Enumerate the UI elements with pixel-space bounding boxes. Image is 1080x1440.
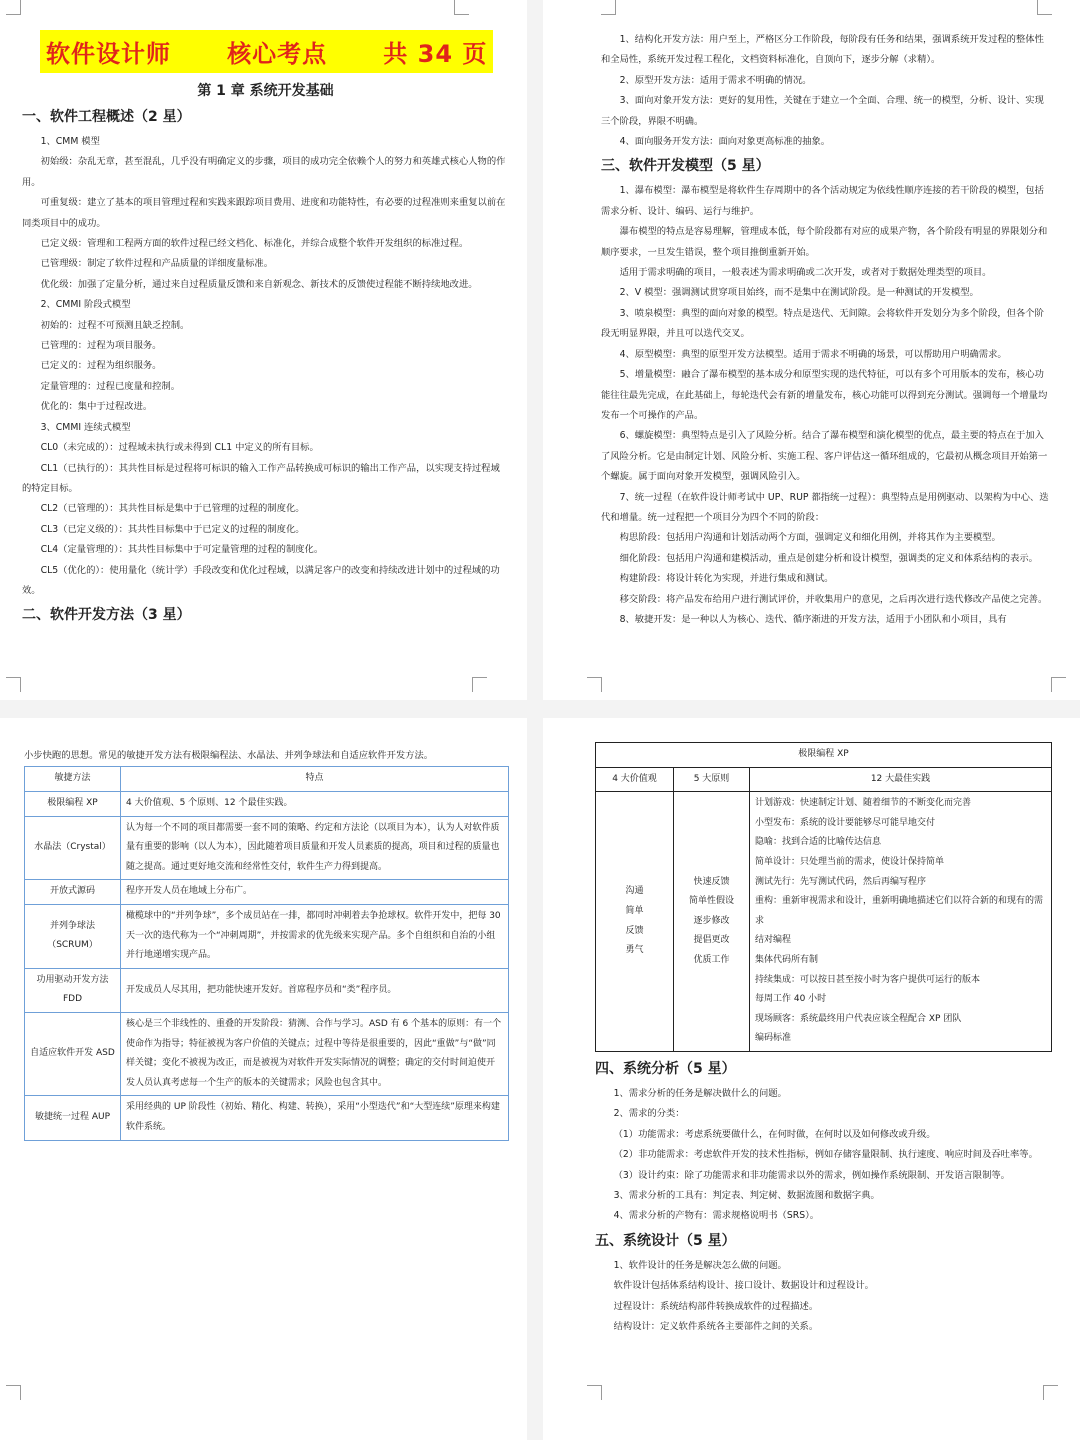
principles-cell <box>674 792 750 1052</box>
paragraph: 过程设计：系统结构部件转换成软件的过程描述。 <box>613 1300 819 1312</box>
practice-item: 小型发布：系统的设计要能够尽可能早地交付 <box>755 817 936 828</box>
crop-mark <box>6 0 21 15</box>
section-heading: 三、软件开发模型（5 星） <box>601 158 770 175</box>
paragraph: 2、CMMI 阶段式模型 <box>40 299 131 311</box>
table-row <box>25 816 509 880</box>
paragraph: 8、敏捷开发：是一种以人为核心、迭代、循序渐进的开发方法，适用于小团队和小项目，具有 <box>619 613 1007 625</box>
practice-item: 隐喻：找到合适的比喻传达信息 <box>755 837 882 848</box>
paragraph: 2、需求的分类： <box>613 1108 685 1120</box>
paragraph: 初始的：过程不可预测且缺乏控制。 <box>40 319 190 331</box>
paragraph: 2、原型开发方法：适用于需求不明确的情况。 <box>619 74 812 86</box>
practice-item: 测试先行：先写测试代码，然后再编写程序 <box>755 876 927 887</box>
crop-mark <box>1043 1385 1058 1400</box>
paragraph: 结构设计：定义软件系统各主要部件之间的关系。 <box>613 1320 819 1332</box>
desc-cell: 橄榄球中的“并列争球”，多个成员站在一排，都同时冲刺着去争抢球权。软件开发中，把每 30 天一次的迭代称为一个“冲刺周期”，并按需求的优先级来实现产品。多个自组织和自治的小组并行地递增实现产品。 <box>121 904 509 968</box>
section-heading: 一、软件工程概述（2 星） <box>22 109 191 125</box>
practice-item: 现场顾客：系统最终用户代表应该全程配合 XP 团队 <box>755 1013 962 1024</box>
doc-banner: 软件设计师 核心考点 共 34 页 <box>40 30 493 73</box>
method-cell: 功用驱动开发方法 FDD <box>25 968 121 1012</box>
table-row <box>25 968 509 1012</box>
paragraph: 构思阶段：包括用户沟通和计划活动两个方面，强调定义和细化用例，并将其作为主要模型。 <box>619 532 1001 544</box>
desc-cell: 核心是三个非线性的、重叠的开发阶段：猜测、合作与学习。ASD 有 6 个基本的原则：有一个使命作为指导；特征被视为客户价值的关键点；过程中等待是很重要的，因此“重做”与“做”同样关键；变化不被视为改正，而是被视为对软件开发实际情况的调整；确定的交付时间迫使开发人员认真考虑每一个生产的版本的关键需求；风险也包含其中。 <box>121 1012 509 1095</box>
table-header-cell: 12 大最佳实践 <box>750 767 1052 792</box>
method-cell: 敏捷统一过程 AUP <box>25 1096 121 1140</box>
paragraph: 适用于需求明确的项目，一般表述为需求明确或二次开发，或者对于数据处理类型的项目。 <box>619 267 992 279</box>
document-page-1 <box>0 0 527 700</box>
value-item: 沟通 <box>625 886 644 897</box>
practice-item: 结对编程 <box>755 935 792 946</box>
paragraph: 1、软件设计的任务是解决怎么做的问题。 <box>613 1259 787 1271</box>
paragraph: （1）功能需求：考虑系统要做什么，在何时做，在何时以及如何修改或升级。 <box>613 1128 936 1140</box>
paragraph: 4、原型模型：典型的原型开发方法模型。适用于需求不明确的场景，可以帮助用户明确需求。 <box>619 348 1007 360</box>
xp-table <box>595 742 1052 1052</box>
paragraph: 3、需求分析的工具有：判定表、判定树、数据流图和数据字典。 <box>613 1189 880 1201</box>
crop-mark <box>454 0 469 15</box>
paragraph: 移交阶段：将产品发布给用户进行测试评价，并收集用户的意见，之后再次进行迭代修改产品使之完善。 <box>619 593 1048 605</box>
paragraph: 1、结构化开发方法：用户至上，严格区分工作阶段，每阶段有任务和结果，强调系统开发过程的整体性和全局性，系统开发过程工程化，文档资料标准化，自顶向下，逐步分解（求精）。 <box>601 34 1044 66</box>
value-item: 简单 <box>625 905 644 916</box>
table-header-cell: 5 大原则 <box>674 767 750 792</box>
paragraph: 初始级：杂乱无章，甚至混乱，几乎没有明确定义的步骤，项目的成功完全依赖个人的努力和英雄式核心人物的作用。 <box>22 156 506 188</box>
paragraph: （2）非功能需求：考虑软件开发的技术性指标，例如存储容量限制、执行速度、响应时间及吞吐率等。 <box>613 1149 1038 1161</box>
paragraph: 优化级：加强了定量分析，通过来自过程质量反馈和来自新观念、新技术的反馈使过程能不断持续地改进。 <box>40 278 478 290</box>
method-cell: 极限编程 XP <box>25 792 121 817</box>
value-item: 反馈 <box>625 925 644 936</box>
paragraph: CL2（已管理的）：其共性目标是集中于已管理的过程的制度化。 <box>40 503 305 515</box>
crop-mark <box>1051 677 1066 692</box>
table-header-cell: 敏捷方法 <box>25 767 121 792</box>
crop-mark <box>587 1385 602 1400</box>
page-gap-horizontal <box>0 700 1080 718</box>
value-item: 勇气 <box>625 945 644 956</box>
principle-item: 逐步修改 <box>693 915 730 926</box>
desc-cell: 开发成员人尽其用，把功能快速开发好。首席程序员和“类”程序员。 <box>121 968 509 1012</box>
table-row <box>25 1096 509 1140</box>
practices-cell <box>750 792 1052 1052</box>
document-page-4 <box>543 718 1080 1440</box>
paragraph: CL4（定量管理的）：其共性目标集中于可定量管理的过程的制度化。 <box>40 544 324 556</box>
paragraph: 构建阶段：将设计转化为实现，并进行集成和测试。 <box>619 573 834 585</box>
table-header-cell: 4 大价值观 <box>596 767 674 792</box>
values-cell <box>596 792 674 1052</box>
table-row <box>25 880 509 905</box>
document-page-3 <box>0 718 527 1440</box>
paragraph: 2、V 模型：强调测试贯穿项目始终，而不是集中在测试阶段。是一种测试的开发模型。 <box>619 287 979 299</box>
paragraph: 小步快跑的思想。常见的敏捷开发方法有极限编程法、水晶法、并列争球法和自适应软件开发方法。 <box>24 750 434 761</box>
table-row <box>25 1012 509 1095</box>
paragraph: 已定义级：管理和工程两方面的软件过程已经文档化、标准化，并综合成整个软件开发组织的标准过程。 <box>40 238 469 250</box>
crop-mark <box>1037 0 1052 15</box>
practice-item: 集体代码所有制 <box>755 954 819 965</box>
section-heading: 二、软件开发方法（3 星） <box>22 607 191 624</box>
paragraph: 6、螺旋模型：典型特点是引入了风险分析。结合了瀑布模型和演化模型的优点，最主要的特点在于加入了风险分析。它是由制定计划、风险分析、实施工程、客户评估这一循环组成的，它最初从概念项目开始第一个螺旋。属于面向对象开发模型，强调风险引入。 <box>601 430 1048 483</box>
desc-cell: 4 大价值观、5 个原则、12 个最佳实践。 <box>121 792 509 817</box>
xp-title-cell: 极限编程 XP <box>596 743 1052 768</box>
paragraph: CL5（优化的）：使用量化（统计学）手段改变和优化过程域，以满足客户的改变和持续改进计划中的过程域的功效。 <box>22 564 500 596</box>
paragraph: 3、CMMI 连续式模型 <box>40 421 131 433</box>
table-row <box>25 792 509 817</box>
principle-item: 快速反馈 <box>693 876 730 887</box>
paragraph: 4、需求分析的产物有：需求规格说明书（SRS）。 <box>613 1210 820 1222</box>
table-header-row <box>25 767 509 792</box>
method-cell: 并列争球法（SCRUM） <box>25 904 121 968</box>
paragraph: CL0（未完成的）：过程域未执行或未得到 CL1 中定义的所有目标。 <box>40 442 319 454</box>
crop-mark <box>6 1385 21 1400</box>
agile-methods-table <box>24 766 509 1140</box>
practice-item: 编码标准 <box>755 1033 792 1044</box>
paragraph: 4、面向服务开发方法：面向对象更高标准的抽象。 <box>619 136 831 148</box>
method-cell: 开放式源码 <box>25 880 121 905</box>
paragraph: CL1（已执行的）：其共性目标是过程将可标识的输入工作产品转换成可标识的输出工作产品，以实现支持过程域的特定目标。 <box>22 462 500 494</box>
practice-item: 每周工作 40 小时 <box>755 994 827 1005</box>
paragraph: 5、增量模型：融合了瀑布模型的基本成分和原型实现的迭代特征，可以有多个可用版本的发布，核心功能往往最先完成，在此基础上，每轮迭代会有新的增量发布，核心功能可以得到充分测试。强调每一个增量均发布一个可操作的产品。 <box>601 369 1048 421</box>
table-row <box>25 904 509 968</box>
crop-mark <box>587 677 602 692</box>
paragraph: 可重复级：建立了基本的项目管理过程和实践来跟踪项目费用、进度和功能特性，有必要的过程准则来重复以前在同类项目中的成功。 <box>22 197 506 229</box>
practice-item: 计划游戏：快速制定计划、随着细节的不断变化而完善 <box>755 798 972 809</box>
crop-mark <box>472 677 487 692</box>
paragraph: 已管理的：过程为项目服务。 <box>40 340 162 352</box>
table-title-row <box>596 743 1052 768</box>
paragraph: 已定义的：过程为组织服务。 <box>40 360 162 372</box>
paragraph: 瀑布模型的特点是容易理解，管理成本低，每个阶段都有对应的成果产物，各个阶段有明显的界限划分和顺序要求，一旦发生错误，整个项目推倒重新开始。 <box>601 226 1048 258</box>
practice-item: 简单设计：只处理当前的需求，使设计保持简单 <box>755 856 945 867</box>
section-heading: 四、系统分析（5 星） <box>595 1060 736 1077</box>
paragraph: 细化阶段：包括用户沟通和建模活动，重点是创建分析和设计模型，强调类的定义和体系结构的表示。 <box>619 552 1038 564</box>
paragraph: 定量管理的：过程已度量和控制。 <box>40 380 181 392</box>
paragraph: 已管理级：制定了软件过程和产品质量的详细度量标准。 <box>40 258 274 270</box>
section-heading: 五、系统设计（5 星） <box>595 1232 736 1249</box>
paragraph: （3）设计约束：除了功能需求和非功能需求以外的需求，例如操作系统限制、开发语言限制等。 <box>613 1169 1010 1181</box>
crop-mark <box>601 0 616 15</box>
table-row <box>596 792 1052 1052</box>
paragraph: 3、喷泉模型：典型的面向对象的模型。特点是迭代、无间隙。会将软件开发划分为多个阶段，但各个阶段无明显界限，并且可以迭代交叉。 <box>601 307 1044 340</box>
paragraph: 1、CMM 模型 <box>40 136 100 147</box>
principle-item: 简单性假设 <box>688 896 734 907</box>
document-page-2 <box>543 0 1080 700</box>
chapter-title: 第 1 章 系统开发基础 <box>197 83 334 99</box>
crop-mark <box>6 677 21 692</box>
table-header-row <box>596 767 1052 792</box>
table-header-cell: 特点 <box>121 767 509 792</box>
page-gap-vertical <box>527 0 543 1440</box>
desc-cell: 采用经典的 UP 阶段性（初始、精化、构建、转换），采用“小型迭代”和“大型连续”原理来构建软件系统。 <box>121 1096 509 1140</box>
paragraph: 1、需求分析的任务是解决做什么的问题。 <box>613 1087 787 1099</box>
desc-cell: 程序开发人员在地域上分布广。 <box>121 880 509 905</box>
paragraph: 软件设计包括体系结构设计、接口设计、数据设计和过程设计。 <box>613 1280 874 1292</box>
paragraph: 优化的：集中于过程改进。 <box>40 401 153 413</box>
paragraph: 7、统一过程（在软件设计师考试中 UP、RUP 都指统一过程）：典型特点是用例驱动、以架构为中心、迭代和增量。统一过程把一个项目分为四个不同的阶段： <box>601 491 1049 523</box>
principle-item: 优质工作 <box>693 954 730 965</box>
method-cell: 自适应软件开发 ASD <box>25 1012 121 1095</box>
principle-item: 提倡更改 <box>693 935 730 946</box>
paragraph: 3、面向对象开发方法：更好的复用性，关键在于建立一个全面、合理、统一的模型，分析、设计、实现三个阶段，界限不明确。 <box>601 95 1044 127</box>
paragraph: CL3（已定义级的）：其共性目标集中于已定义的过程的制度化。 <box>40 523 305 535</box>
practice-item: 持续集成：可以按日甚至按小时为客户提供可运行的版本 <box>755 974 981 985</box>
method-cell: 水晶法（Crystal） <box>25 816 121 880</box>
paragraph: 1、瀑布模型：瀑布模型是将软件生存周期中的各个活动规定为依线性顺序连接的若干阶段的模型，包括需求分析、设计、编码、运行与维护。 <box>601 185 1044 217</box>
desc-cell: 认为每一个不同的项目都需要一套不同的策略、约定和方法论（以项目为本），认为人对软件质量有重要的影响（以人为本），因此随着项目质量和开发人员素质的提高，项目和过程的质量也随之提高。通过更好地交流和经常性交付，软件生产力得到提高。 <box>121 816 509 880</box>
practice-item: 重构：重新审视需求和设计，重新明确地描述它们以符合新的和现有的需求 <box>755 896 1044 926</box>
